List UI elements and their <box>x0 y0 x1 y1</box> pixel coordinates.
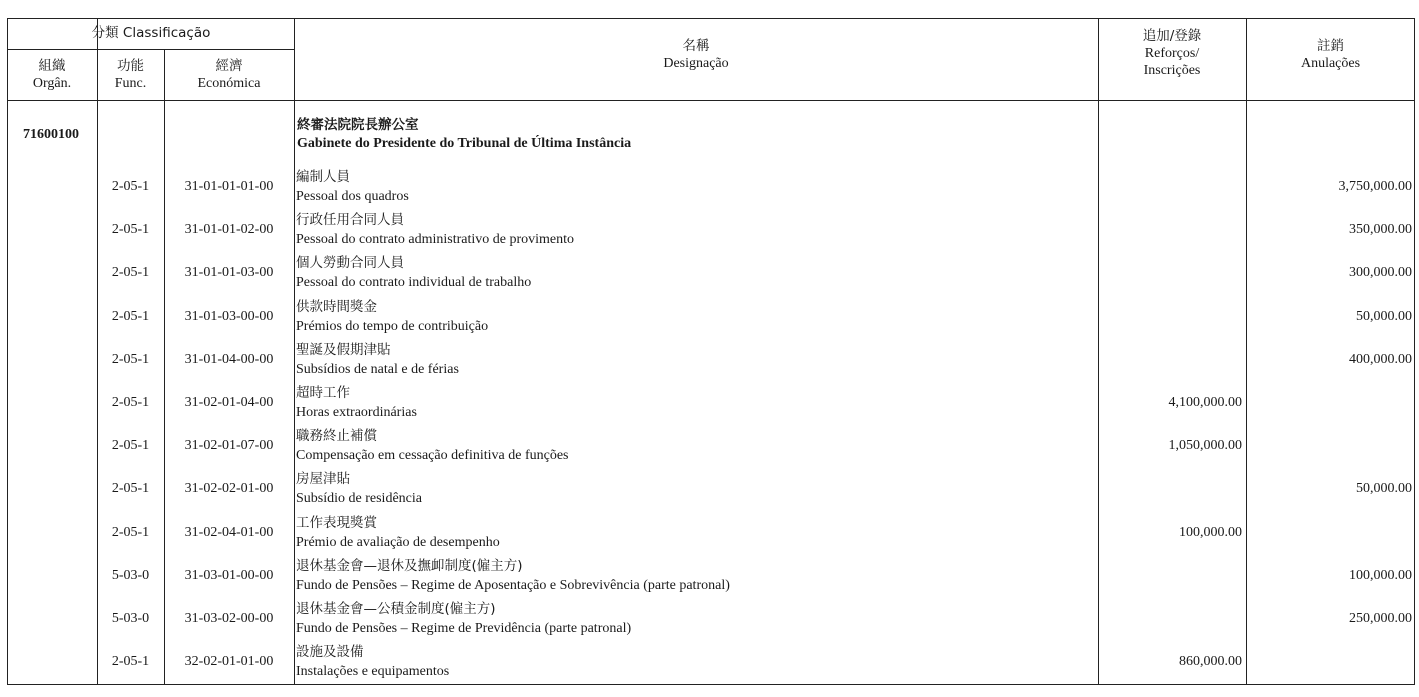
row-cancel: 350,000.00 <box>1349 222 1412 238</box>
econ-header-pt: Económica <box>197 76 261 91</box>
row-name-zh: 供款時間獎金 <box>296 298 377 315</box>
organ-name-pt: Gabinete do Presidente do Tribunal de Última Instância <box>297 136 632 151</box>
row-name-zh: 編制人員 <box>296 169 350 185</box>
row-name-zh: 退休基金會—退休及撫卹制度(僱主方) <box>296 557 523 574</box>
row-name-pt: Pessoal dos quadros <box>296 189 409 204</box>
row-func: 2-05-1 <box>111 654 150 670</box>
row-name-pt: Fundo de Pensões – Regime de Aposentação e Sobrevivência (parte patronal) <box>296 577 730 593</box>
divider <box>294 18 295 685</box>
row-econ: 31-01-04-00-00 <box>184 351 274 367</box>
row-name-zh: 超時工作 <box>296 385 350 401</box>
row-name-pt: Pessoal do contrato individual de trabalho <box>296 275 532 291</box>
row-reinforce: 1,050,000.00 <box>1168 438 1242 454</box>
row-func: 2-05-1 <box>111 438 150 454</box>
reinforce-header-zh: 追加/登錄 <box>1142 28 1202 44</box>
row-func: 2-05-1 <box>111 265 150 281</box>
func-header-pt: Func. <box>114 76 147 91</box>
divider <box>7 49 295 50</box>
row-cancel: 3,750,000.00 <box>1338 179 1412 194</box>
row-econ: 31-02-01-04-00 <box>184 395 274 410</box>
row-name-zh: 退休基金會—公積金制度(僱主方) <box>296 601 496 617</box>
organ-header <box>7 58 97 92</box>
row-func: 2-05-1 <box>111 524 150 540</box>
row-func: 2-05-1 <box>111 222 150 238</box>
row-name-pt: Prémios do tempo de contribuição <box>296 318 489 334</box>
cancel-header-zh: 註銷 <box>1317 38 1344 54</box>
row-cancel: 50,000.00 <box>1356 481 1412 497</box>
row-name-pt: Subsídio de residência <box>296 491 422 507</box>
func-header-zh: 功能 <box>117 58 144 74</box>
organ-header-pt: Orgân. <box>32 76 72 91</box>
row-name-pt: Prémio de avaliação de desempenho <box>296 534 500 550</box>
designation-header <box>294 38 1098 72</box>
row-econ: 32-02-01-01-00 <box>184 654 274 670</box>
divider <box>1246 18 1247 685</box>
row-func: 2-05-1 <box>111 308 150 324</box>
row-econ: 31-02-02-01-00 <box>184 481 274 497</box>
row-econ: 31-02-01-07-00 <box>184 438 274 454</box>
row-cancel: 300,000.00 <box>1349 265 1412 281</box>
row-name-zh: 個人勞動合同人員 <box>296 255 404 272</box>
row-econ: 31-03-01-00-00 <box>184 567 274 583</box>
row-name-pt: Horas extraordinárias <box>296 405 417 420</box>
econ-header <box>164 58 294 92</box>
row-name-zh: 工作表現獎賞 <box>296 514 377 531</box>
divider <box>7 100 1415 101</box>
row-econ: 31-01-01-02-00 <box>184 222 274 238</box>
row-name-pt: Compensação em cessação definitiva de funções <box>296 448 569 464</box>
row-econ: 31-01-03-00-00 <box>184 308 274 324</box>
row-func: 5-03-0 <box>111 567 150 583</box>
organ-name-zh: 終審法院院長辦公室 <box>297 117 419 133</box>
row-name-zh: 設施及設備 <box>296 644 364 661</box>
row-name-zh: 房屋津貼 <box>296 471 350 488</box>
row-name-pt: Instalações e equipamentos <box>296 664 450 680</box>
reinforce-header-pt2: Inscrições <box>1143 63 1201 78</box>
row-reinforce: 100,000.00 <box>1179 524 1242 540</box>
row-cancel: 50,000.00 <box>1356 308 1412 324</box>
row-name-pt: Fundo de Pensões – Regime de Previdência (parte patronal) <box>296 621 632 636</box>
row-func: 5-03-0 <box>111 611 150 626</box>
cancel-header <box>1246 38 1415 72</box>
cancel-header-pt: Anulações <box>1300 56 1361 71</box>
row-reinforce: 860,000.00 <box>1179 654 1242 670</box>
func-header <box>97 58 164 92</box>
row-name-zh: 行政任用合同人員 <box>296 212 404 229</box>
reinforce-header <box>1098 28 1246 79</box>
divider <box>1098 18 1099 685</box>
reinforce-header-pt1: Reforços/ <box>1144 46 1200 61</box>
row-econ: 31-01-01-03-00 <box>184 265 274 281</box>
row-cancel: 250,000.00 <box>1349 611 1412 626</box>
row-func: 2-05-1 <box>111 395 150 410</box>
row-name-zh: 職務終止補償 <box>296 428 377 445</box>
classification-header: 分類 Classificação <box>91 25 211 41</box>
row-reinforce: 4,100,000.00 <box>1168 395 1242 410</box>
row-name-pt: Subsídios de natal e de férias <box>296 361 459 377</box>
row-func: 2-05-1 <box>111 179 150 194</box>
row-cancel: 400,000.00 <box>1349 351 1412 367</box>
row-cancel: 100,000.00 <box>1349 567 1412 583</box>
designation-header-zh: 名稱 <box>682 38 710 54</box>
econ-header-zh: 經濟 <box>215 58 243 74</box>
row-name-zh: 聖誕及假期津貼 <box>296 341 391 358</box>
row-name-pt: Pessoal do contrato administrativo de provimento <box>296 232 575 248</box>
designation-header-pt: Designação <box>663 56 729 71</box>
row-econ: 31-01-01-01-00 <box>184 179 274 194</box>
row-econ: 31-02-04-01-00 <box>184 524 274 540</box>
row-func: 2-05-1 <box>111 481 150 497</box>
row-econ: 31-03-02-00-00 <box>184 611 274 626</box>
organ-header-zh: 組織 <box>38 58 66 74</box>
organ-code: 71600100 <box>23 127 79 142</box>
row-func: 2-05-1 <box>111 351 150 367</box>
